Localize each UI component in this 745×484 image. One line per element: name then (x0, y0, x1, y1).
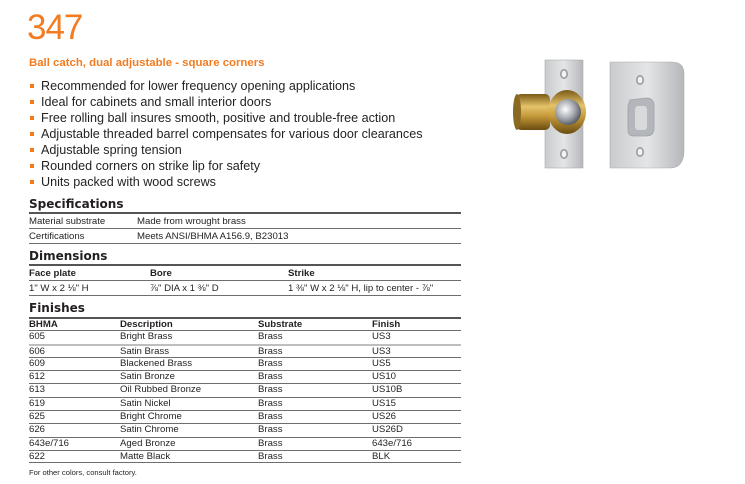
finish-code: US5 (372, 357, 391, 369)
substrate: Brass (258, 411, 283, 423)
table-row (29, 280, 461, 296)
substrate: Brass (258, 371, 283, 383)
feature-text: Recommended for lower frequency opening applications (41, 79, 356, 93)
bhma-code: 619 (29, 397, 46, 409)
feature-text: Ideal for cabinets and small interior doors (41, 95, 272, 109)
finish-code: US10B (372, 384, 403, 396)
table-row (29, 397, 461, 410)
feature-item (29, 142, 423, 158)
finish-code: US3 (372, 331, 391, 343)
finish-description: Blackened Brass (120, 357, 192, 369)
bullet-icon (30, 116, 34, 120)
column-header: Substrate (258, 319, 303, 330)
table-row (29, 410, 461, 423)
finish-code: BLK (372, 450, 391, 462)
face-plate-value: 1" W x 2 ⅛" H (29, 283, 89, 294)
finish-code: US3 (372, 345, 391, 357)
bullet-icon (30, 148, 34, 152)
finish-code: 643e/716 (372, 437, 413, 449)
finish-code: US10 (372, 371, 396, 383)
bhma-code: 612 (29, 371, 46, 383)
table-row (29, 370, 461, 383)
table-header-row (29, 317, 461, 330)
table-row (29, 344, 461, 357)
spec-label: Material substrate (29, 216, 106, 227)
column-header: BHMA (29, 319, 58, 330)
table-row (29, 212, 461, 228)
finish-description: Oil Rubbed Bronze (120, 384, 202, 396)
bullet-icon (30, 100, 34, 104)
bhma-code: 622 (29, 450, 46, 462)
finishes-table (29, 317, 461, 463)
feature-text: Adjustable threaded barrel compensates for various door clearances (41, 127, 423, 141)
column-header: Strike (288, 268, 315, 279)
column-header: Description (120, 319, 173, 330)
spec-value: Meets ANSI/BHMA A156.9, B23013 (137, 231, 289, 242)
feature-text: Free rolling ball insures smooth, positive and trouble-free action (41, 111, 396, 125)
finish-description: Bright Chrome (120, 411, 182, 423)
finish-code: US26 (372, 411, 396, 423)
bhma-code: 613 (29, 384, 46, 396)
finish-description: Bright Brass (120, 331, 173, 343)
substrate: Brass (258, 437, 283, 449)
bhma-code: 626 (29, 424, 46, 436)
finish-description: Satin Bronze (120, 371, 175, 383)
feature-item (29, 78, 423, 94)
table-row (29, 228, 461, 244)
table-row (29, 437, 461, 450)
dimensions-heading: Dimensions (29, 249, 108, 263)
specifications-table (29, 212, 461, 244)
finish-description: Satin Brass (120, 345, 170, 357)
strike-plate (610, 62, 684, 168)
specifications-heading: Specifications (29, 197, 124, 211)
table-row (29, 383, 461, 396)
finish-description: Matte Black (120, 450, 171, 462)
spec-label: Certifications (29, 231, 85, 242)
dimensions-table (29, 264, 461, 296)
footnote: For other colors, consult factory. (29, 468, 137, 477)
feature-item (29, 174, 423, 190)
product-image (512, 58, 692, 170)
finish-description: Satin Chrome (120, 424, 179, 436)
bhma-code: 643e/716 (29, 437, 70, 449)
substrate: Brass (258, 345, 283, 357)
table-row (29, 423, 461, 436)
bhma-code: 609 (29, 357, 46, 369)
feature-list (29, 78, 423, 190)
feature-item (29, 126, 423, 142)
finish-description: Satin Nickel (120, 397, 171, 409)
feature-text: Units packed with wood screws (41, 175, 216, 189)
bullet-icon (30, 84, 34, 88)
substrate: Brass (258, 357, 283, 369)
bullet-icon (30, 164, 34, 168)
feature-text: Adjustable spring tension (41, 143, 182, 157)
substrate: Brass (258, 397, 283, 409)
bore-value: ⅞" DIA x 1 ⅜" D (150, 283, 219, 294)
bhma-code: 625 (29, 411, 46, 423)
bhma-code: 605 (29, 331, 46, 343)
table-row (29, 330, 461, 343)
bullet-icon (30, 132, 34, 136)
finish-code: US15 (372, 397, 396, 409)
feature-item (29, 110, 423, 126)
bullet-icon (30, 180, 34, 184)
column-header: Finish (372, 319, 401, 330)
finish-code: US26D (372, 424, 403, 436)
substrate: Brass (258, 331, 283, 343)
table-row (29, 357, 461, 370)
substrate: Brass (258, 450, 283, 462)
feature-item (29, 158, 423, 174)
finish-description: Aged Bronze (120, 437, 176, 449)
feature-text: Rounded corners on strike lip for safety (41, 159, 261, 173)
table-row (29, 450, 461, 463)
substrate: Brass (258, 424, 283, 436)
column-header: Bore (150, 268, 172, 279)
finishes-heading: Finishes (29, 301, 85, 315)
table-header-row (29, 264, 461, 280)
product-subtitle: Ball catch, dual adjustable - square corners (29, 57, 265, 69)
spec-value: Made from wrought brass (137, 216, 246, 227)
strike-value: 1 ⅜" W x 2 ⅛" H, lip to center - ⅞" (288, 283, 434, 294)
feature-item (29, 94, 423, 110)
model-number: 347 (27, 8, 83, 47)
substrate: Brass (258, 384, 283, 396)
bhma-code: 606 (29, 345, 46, 357)
column-header: Face plate (29, 268, 76, 279)
